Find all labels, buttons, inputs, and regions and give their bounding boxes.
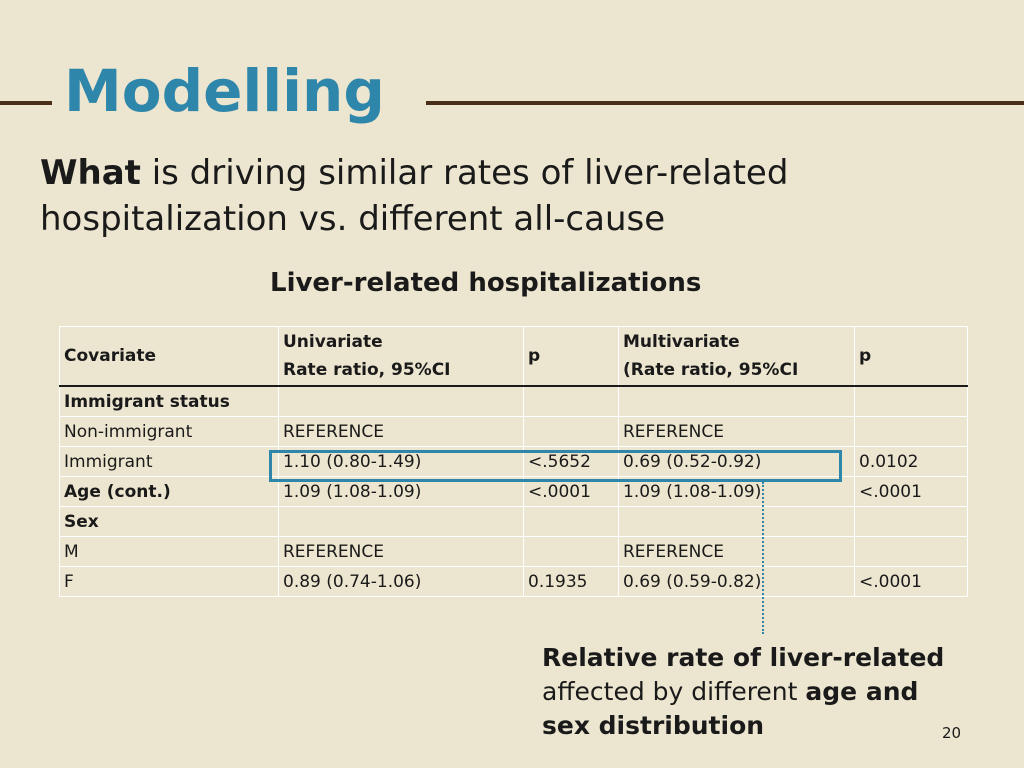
cell-p-univariate: <.0001 bbox=[524, 477, 619, 507]
row-label: Non-immigrant bbox=[60, 417, 279, 447]
cell-univariate bbox=[279, 386, 524, 417]
cell-univariate: REFERENCE bbox=[279, 417, 524, 447]
header-multivariate-line1: Multivariate bbox=[623, 332, 740, 352]
immigrant-row-highlight bbox=[269, 450, 842, 482]
header-univariate-line2: Rate ratio, 95%CI bbox=[283, 360, 451, 380]
header-p-univariate: p bbox=[524, 327, 619, 387]
subtitle-bold: What bbox=[40, 153, 141, 193]
cell-p-univariate bbox=[524, 417, 619, 447]
cell-p-multivariate bbox=[855, 507, 968, 537]
header-p-multivariate: p bbox=[855, 327, 968, 387]
cell-multivariate: REFERENCE bbox=[619, 537, 855, 567]
table-row bbox=[60, 507, 968, 537]
cell-p-univariate bbox=[524, 507, 619, 537]
slide-subtitle bbox=[40, 150, 1000, 242]
title-rule-right bbox=[426, 101, 1024, 105]
cell-univariate: REFERENCE bbox=[279, 537, 524, 567]
table-row bbox=[60, 417, 968, 447]
table-heading: Liver-related hospitalizations bbox=[270, 268, 702, 298]
table-header-row bbox=[60, 327, 968, 387]
row-label: F bbox=[60, 567, 279, 597]
row-label: Immigrant status bbox=[60, 386, 279, 417]
cell-p-multivariate: <.0001 bbox=[855, 477, 968, 507]
table-row bbox=[60, 386, 968, 417]
cell-univariate: 0.89 (0.74-1.06) bbox=[279, 567, 524, 597]
cell-multivariate: REFERENCE bbox=[619, 417, 855, 447]
callout-text: affected by different bbox=[542, 677, 806, 706]
row-label: Age (cont.) bbox=[60, 477, 279, 507]
cell-multivariate: 0.69 (0.52-0.92) bbox=[619, 447, 855, 477]
cell-multivariate: 0.69 (0.59-0.82) bbox=[619, 567, 855, 597]
cell-p-multivariate bbox=[855, 417, 968, 447]
callout-bold-1: Relative rate of liver-related bbox=[542, 643, 945, 672]
cell-univariate bbox=[279, 507, 524, 537]
header-multivariate bbox=[619, 327, 855, 387]
cell-p-univariate bbox=[524, 537, 619, 567]
cell-univariate: 1.09 (1.08-1.09) bbox=[279, 477, 524, 507]
cell-multivariate bbox=[619, 507, 855, 537]
cell-p-univariate: <.5652 bbox=[524, 447, 619, 477]
callout-bold-2: age and sex distribution bbox=[542, 677, 919, 740]
cell-p-multivariate bbox=[855, 386, 968, 417]
header-univariate bbox=[279, 327, 524, 387]
subtitle-text: is driving similar rates of liver-related hospitalization vs. different all-cause bbox=[40, 153, 789, 239]
header-univariate-line1: Univariate bbox=[283, 332, 383, 352]
cell-p-univariate: 0.1935 bbox=[524, 567, 619, 597]
title-rule-left bbox=[0, 101, 52, 105]
cell-univariate: 1.10 (0.80-1.49) bbox=[279, 447, 524, 477]
cell-p-multivariate: 0.0102 bbox=[855, 447, 968, 477]
callout-connector-line bbox=[762, 482, 764, 634]
cell-p-multivariate bbox=[855, 537, 968, 567]
slide-title: Modelling bbox=[64, 57, 385, 125]
header-multivariate-line2: (Rate ratio, 95%CI bbox=[623, 360, 799, 380]
table-row bbox=[60, 567, 968, 597]
header-covariate: Covariate bbox=[60, 327, 279, 387]
row-label: Sex bbox=[60, 507, 279, 537]
row-label: Immigrant bbox=[60, 447, 279, 477]
cell-multivariate bbox=[619, 386, 855, 417]
page-number: 20 bbox=[942, 724, 962, 742]
cell-p-multivariate: <.0001 bbox=[855, 567, 968, 597]
row-label: M bbox=[60, 537, 279, 567]
callout-note bbox=[542, 641, 972, 743]
table-row bbox=[60, 537, 968, 567]
cell-multivariate: 1.09 (1.08-1.09) bbox=[619, 477, 855, 507]
cell-p-univariate bbox=[524, 386, 619, 417]
